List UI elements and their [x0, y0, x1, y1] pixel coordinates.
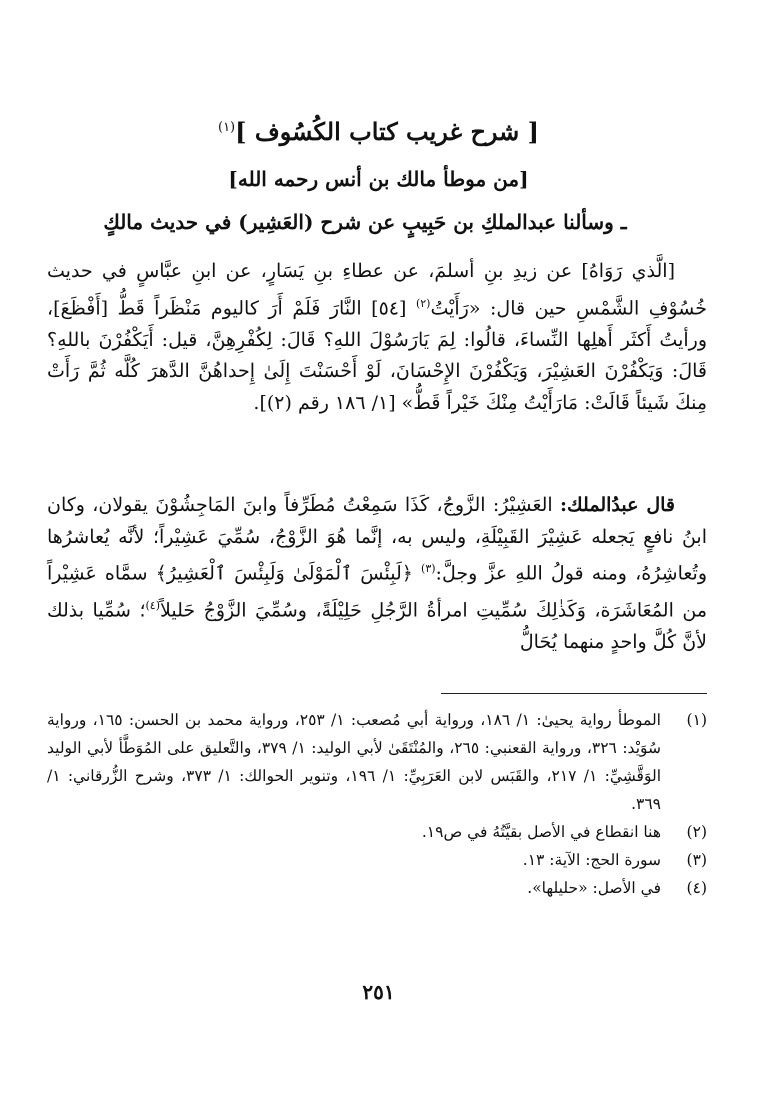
commentary-text-part3: ؛ سُمِّيا بذلك لأنَّ كُلَّ واحدٍ منهما يُحَالُّ: [47, 599, 707, 654]
footnote-text: هنا انقطاع في الأصل بقيَّتُهُ في ص١٩.: [421, 823, 661, 841]
commentary-paragraph: [47, 490, 707, 659]
footnote-number: (٤): [686, 879, 707, 897]
footnote-item: [47, 706, 707, 818]
commentary-footnote-ref-4: (٤): [145, 599, 161, 613]
footnote-number: (١): [686, 711, 707, 729]
footnote-text: سورة الحج: الآية: ١٣.: [522, 851, 661, 869]
commentary-text: [47, 490, 707, 659]
section-heading: ـ وسألنا عبدالملكِ بن حَبِيبٍ عن شرح (العَشِير) في حديث مالكٍ: [103, 210, 627, 234]
chapter-title-text: [ شرح غريب كتاب الكُسُوف ]: [235, 117, 539, 146]
footnote-divider: [441, 693, 707, 694]
commentary-text-part1: العَشِيْرُ: الزَّوجُ، كَذَا سَمِعْتُ مُطَرِّفاً وابنَ المَاجِشُوْنَ يقولان، وكان ابنُ نافعٍ يَجعله عَشِيْرَ القَبِيْلَةِ، وليس به، إنَّما هُوَ الزَّوْجُ، سُمِّيَ عَشِيْراً؛ لأنَّه يُعاشرُها وتُعاشِرُهُ، ومنه قولُ اللهِ عزَّ وجلَّ:: [47, 494, 707, 585]
footnote-item: [47, 818, 707, 846]
footnotes: [47, 706, 707, 902]
footnote-text: الموطأ رواية يحيىٰ: ١/ ١٨٦، ورواية أبي مُصعب: ١/ ٢٥٣، ورواية محمد بن الحسن: ١٦٥، ورواية سُوَيْد: ٣٢٦، ورواية القعنبي: ٢٦٥، والمُنْتَقَىٰ لأبي الوليد: ١/ ٣٧٩، والتَّعليق على المُوَطَّأ لأبي الوليد الوَقَّشِيِّ: ١/ ٢١٧، والقَبَس لابن العَرَبِيِّ: ١/ ١٩٦، وتنوير الحوالك: ١/ ٣٧٣، وشرح الزُّرقاني: ١/ ٣٦٩.: [47, 711, 662, 813]
chapter-title: [0, 108, 757, 152]
footnote-number: (٢): [686, 823, 707, 841]
page-number: ٢٥١: [362, 980, 395, 1004]
hadith-paragraph: [47, 256, 707, 419]
commentary-text-part2: ﴿لَبِئْسَ ٱلْمَوْلَىٰ وَلَبِئْسَ ٱلْعَشِيرُ﴾ سمَّاه عَشِيْراً من المُعَاشَرَة، وَكَذٰلِكَ سُمِّيتِ امرأةُ الرَّجُلِ حَلِيْلَةً، وسُمِّيَ الزَّوْجُ حَليلاً: [47, 562, 707, 622]
footnote-number: (٣): [686, 851, 707, 869]
chapter-title-footnote-ref: (١): [217, 120, 236, 135]
hadith-footnote-ref: (٢): [415, 296, 431, 310]
hadith-text: [47, 256, 707, 419]
hadith-text-part2: [٥٤] النَّارَ فَلَمْ أَرَ كاليوم مَنْظَراً قَطُّ [أَفْظَعَ]، ورأيتُ أَكثَر أَهلِها النِّساءَ، قالُوا: لِمَ يَارَسُوْلَ اللهِ؟ قَالَ: لِكُفْرِهِنَّ، قيل: أَيَكْفُرْنَ باللهِ؟ قَالَ: وَيَكْفُرْنَ العَشِيْرَ، وَيَكْفُرْنَ الإِحْسَانَ، لَوْ أَحْسَنْتَ إِلَىٰ إِحداهُنَّ الدَّهرَ كُلَّه ثُمَّ رَأَتْ مِنكَ شَيئاً قَالَتْ: مَارَأَيْتُ مِنْكَ خَيْراً قَطُّ» [١/ ١٨٦ رقم (٢)].: [47, 296, 707, 414]
hadith-text-part1: [الَّذي رَوَاهُ] عن زيدِ بنِ أسلمَ، عن عطاءِ بنِ يَسَارٍ، عن ابنِ عبَّاسٍ في حديث خُسُوْفِ الشَّمْسِ حين قال: «رَأَيْتُ: [47, 260, 707, 319]
footnote-item: [47, 874, 707, 902]
chapter-subtitle: [من موطأ مالك بن أنس رحمه الله]: [228, 167, 529, 191]
footnote-text: في الأصل: «حليلها».: [527, 879, 661, 897]
commentary-speaker: قال عبدُالملك:: [560, 494, 676, 516]
footnote-item: [47, 846, 707, 874]
commentary-footnote-ref-3: (٣): [421, 562, 436, 576]
